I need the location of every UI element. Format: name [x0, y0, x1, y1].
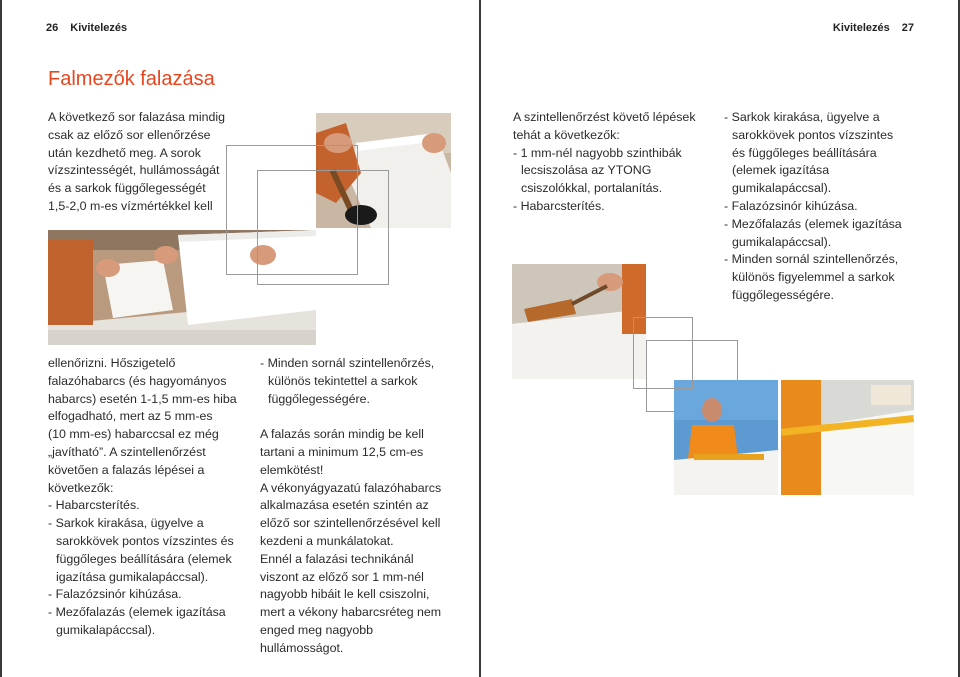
body-paragraph: Ennél a falazási technikánál viszont az előző sor 1 mm-nél nagyobb hibáit le kell csiszolni, mert a vékony habarcsréteg nem enged meg nagyobb hullámosságot. — [260, 551, 442, 655]
list-item: - Habarcsterítés. — [48, 498, 140, 513]
body-line: ellenőrizni. Hőszigetelő — [48, 356, 176, 370]
list-item: - Sarkok kirakása, ügyelve a sarokkövek pontos vízszintes és függőleges beállítására (elemek igazítása gumikalapáccsal). — [724, 110, 894, 196]
left-column-text — [48, 355, 248, 640]
intro-line: vízszintességét, hullámosságát — [48, 163, 220, 178]
list-item: - 1 mm-nél nagyobb szinthibák lecsiszolása az YTONG csiszolókkal, portalanítás. — [513, 145, 682, 196]
mortar-spreading-photo — [512, 264, 646, 379]
list-item: - Falazózsinór kihúzása. — [724, 198, 858, 213]
body-line: falazóhabarcs (és hagyományos — [48, 373, 227, 388]
body-line: (10 mm-es) habarccsal ez még — [48, 427, 219, 442]
intro-line: 1,5-2,0 m-es vízmértékkel kell — [48, 198, 213, 213]
intro-line: A következő sor falazása mindig — [48, 110, 226, 124]
body-line: követően a falazás lépései a — [48, 462, 205, 477]
left-section-label: Kivitelezés — [70, 22, 128, 34]
mallet-photo — [316, 113, 451, 228]
body-paragraph: A falazás során mindig be kell tartani a minimum 12,5 cm-es elemkötést! — [260, 427, 424, 477]
body-paragraph: A vékonyágyazatú falazóhabarcs alkalmazása esetén szintén az előző sor szintellenőrzésével kell kezdeni a munkálatokat. — [260, 480, 442, 548]
intro-line: és a sarkok függőlegességét — [48, 181, 206, 196]
list-item: - Falazózsinór kihúzása. — [48, 587, 182, 602]
intro-text — [48, 109, 233, 216]
wall-level-photo — [781, 380, 914, 495]
right-page — [481, 0, 960, 677]
left-folio — [46, 22, 127, 34]
list-item: - Minden sornál szintellenőrzés, különös tekintettel a sarkok függőlegességére. — [260, 356, 435, 406]
right-col2-text — [724, 109, 909, 305]
right-col1-text — [513, 109, 703, 216]
intro-line: után kezdhető meg. A sorok — [48, 145, 201, 160]
placing-blocks-photo — [48, 230, 316, 345]
page-title: Falmezők falazása — [48, 68, 215, 90]
right-folio — [833, 22, 914, 34]
list-item: - Mezőfalazás (elemek igazítása gumikalapáccsal). — [48, 605, 226, 637]
body-line: habarcs) esetén 1-1,5 mm-es hiba — [48, 391, 237, 406]
list-item: - Minden sornál szintellenőrzés, különös figyelemmel a sarkok függőlegességére. — [724, 252, 899, 302]
worker-level-photo — [674, 380, 778, 495]
body-line: elfogadható, mert az 5 mm-es — [48, 409, 213, 424]
right-page-number: 27 — [901, 22, 914, 34]
intro-line: csak az előző sor ellenőrzése — [48, 127, 211, 142]
right-column-text — [260, 355, 452, 658]
left-page-number: 26 — [46, 22, 59, 34]
right-section-label: Kivitelezés — [832, 22, 890, 34]
body-line: következők: — [48, 480, 114, 495]
list-item: - Sarkok kirakása, ügyelve a sarokkövek pontos vízszintes és függőleges beállítására (elemek igazítása gumikalapáccsal). — [48, 516, 234, 584]
body-line: „javítható”. A szintellenőrzést — [48, 444, 206, 459]
list-item: - Mezőfalazás (elemek igazítása gumikalapáccsal). — [724, 216, 902, 249]
list-item: - Habarcsterítés. — [513, 198, 605, 213]
body-paragraph: A szintellenőrzést követő lépések tehát a következők: — [513, 110, 696, 142]
